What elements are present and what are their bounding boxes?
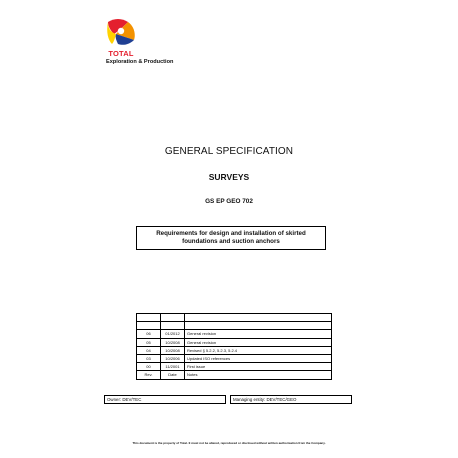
date-cell <box>161 314 185 322</box>
table-header-row <box>137 371 332 379</box>
confidentiality-notice: This document is the property of Total. It must not be altered, reproduced or disclosed without written authorisation from the Company. <box>132 441 326 445</box>
rev-cell <box>137 322 161 330</box>
total-logo-icon <box>104 16 138 60</box>
notes-cell <box>185 314 332 322</box>
notes-header: Notes <box>185 371 332 379</box>
date-cell: 10/2008 <box>161 338 185 346</box>
table-row <box>137 354 332 362</box>
date-header: Date <box>161 371 185 379</box>
document-reference: GS EP GEO 702 <box>205 198 253 205</box>
date-cell: 01/2012 <box>161 330 185 338</box>
date-cell: 11/2001 <box>161 363 185 371</box>
rev-cell: 03 <box>137 354 161 362</box>
notes-cell: Revised § 5.2.2, 5.2.3, 5.2.4 <box>185 346 332 354</box>
owner-text: Owner: DEV/TEC <box>107 397 142 402</box>
document-subject: SURVEYS <box>208 172 250 182</box>
notes-cell: General revision <box>185 330 332 338</box>
rev-cell: 00 <box>137 363 161 371</box>
table-row <box>137 322 332 330</box>
table-row <box>137 338 332 346</box>
notes-cell: Updated ISO references <box>185 354 332 362</box>
notes-cell: First issue <box>185 363 332 371</box>
rev-cell <box>137 314 161 322</box>
table-row <box>137 346 332 354</box>
table-row <box>137 314 332 322</box>
rev-cell: 06 <box>137 330 161 338</box>
managing-entity-text: Managing entity: DEV/TEC/GEO <box>233 397 297 402</box>
notes-cell <box>185 322 332 330</box>
notes-cell: General revision <box>185 338 332 346</box>
rev-header: Rev. <box>137 371 161 379</box>
table-row <box>137 330 332 338</box>
date-cell: 10/2008 <box>161 346 185 354</box>
date-cell <box>161 322 185 330</box>
rev-cell: 05 <box>137 338 161 346</box>
revision-table <box>136 313 332 380</box>
owner-field <box>104 395 226 404</box>
date-cell: 10/2006 <box>161 354 185 362</box>
division-name: Exploration & Production <box>106 59 174 65</box>
table-row <box>137 363 332 371</box>
document-title-box <box>136 226 326 250</box>
rev-cell: 04 <box>137 346 161 354</box>
document-title: Requirements for design and installation of skirted foundations and suction anchors <box>156 230 306 245</box>
managing-entity-field <box>230 395 352 404</box>
svg-text:TOTAL: TOTAL <box>108 49 134 58</box>
document-category: GENERAL SPECIFICATION <box>164 146 294 157</box>
